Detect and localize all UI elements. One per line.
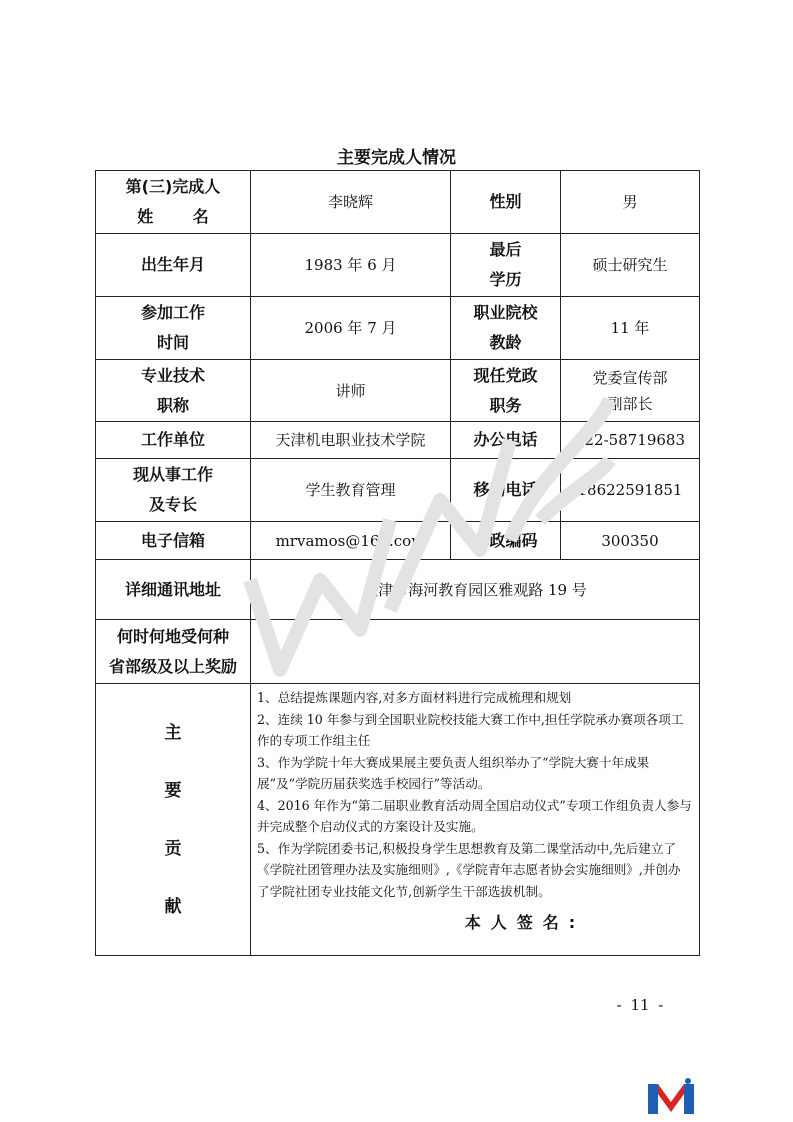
education-label: 最后 学历 [451,234,561,297]
email-value: mrvamos@163.com [251,522,451,560]
job-value: 学生教育管理 [251,459,451,522]
address-label: 详细通讯地址 [96,560,251,620]
education-value: 硕士研究生 [561,234,700,297]
unit-value: 天津机电职业技术学院 [251,422,451,459]
tenure-label: 职业院校 教龄 [451,297,561,360]
birth-label: 出生年月 [96,234,251,297]
rank-name-label: 第(三)完成人 姓 名 [96,171,251,234]
contribution-item: 3、作为学院十年大赛成果展主要负责人组织举办了“学院大赛十年成果展”及“学院历届获奖选手校园行”等活动。 [257,754,650,791]
contribution-item: 1、总结提炼课题内容,对多方面材料进行完成梳理和规划 [257,690,572,705]
contribution-item: 2、连续 10 年参与到全国职业院校技能大赛工作中,担任学院承办赛项各项工作的专项工作组主任 [257,711,684,748]
postcode-label: 邮政编码 [451,522,561,560]
post-value: 党委宣传部 副部长 [561,360,700,422]
address-value: 天津市海河教育园区雅观路 19 号 [251,560,700,620]
form-title: 主要完成人情况 [337,148,456,168]
unit-label: 工作单位 [96,422,251,459]
job-label: 现从事工作 及专长 [96,459,251,522]
completer-info-table [95,170,700,956]
office-phone-value: 022-58719683 [561,422,700,459]
contribution-content [251,684,700,956]
contribution-label: 主 要 贡 献 [96,684,251,956]
work-start-label: 参加工作 时间 [96,297,251,360]
page-number: - 11 - [616,996,664,1014]
post-label: 现任党政 职务 [451,360,561,422]
tech-title-label: 专业技术 职称 [96,360,251,422]
mobile-label: 移动电话 [451,459,561,522]
mobile-value: 18622591851 [561,459,700,522]
birth-value: 1983 年 6 月 [251,234,451,297]
tech-title-value: 讲师 [251,360,451,422]
awards-value [251,620,700,684]
email-label: 电子信箱 [96,522,251,560]
publisher-logo [648,1078,694,1116]
contribution-item: 5、作为学院团委书记,积极投身学生思想教育及第二课堂活动中,先后建立了《学院社团管理办法及实施细则》,《学院青年志愿者协会实施细则》,并创办了学院社团专业技能文化节,创新学生干部选拔机制。 [257,840,681,899]
gender-value: 男 [561,171,700,234]
office-phone-label: 办公电话 [451,422,561,459]
name-value: 李晓辉 [251,171,451,234]
contribution-item: 4、2016 年作为“第二届职业教育活动周全国启动仪式”专项工作组负责人参与并完成整个启动仪式的方案设计及实施。 [257,797,692,834]
tenure-value: 11 年 [561,297,700,360]
gender-label: 性别 [451,171,561,234]
signature-label: 本人签名: [464,913,586,932]
postcode-value: 300350 [561,522,700,560]
awards-label: 何时何地受何种 省部级及以上奖励 [96,620,251,684]
work-start-value: 2006 年 7 月 [251,297,451,360]
